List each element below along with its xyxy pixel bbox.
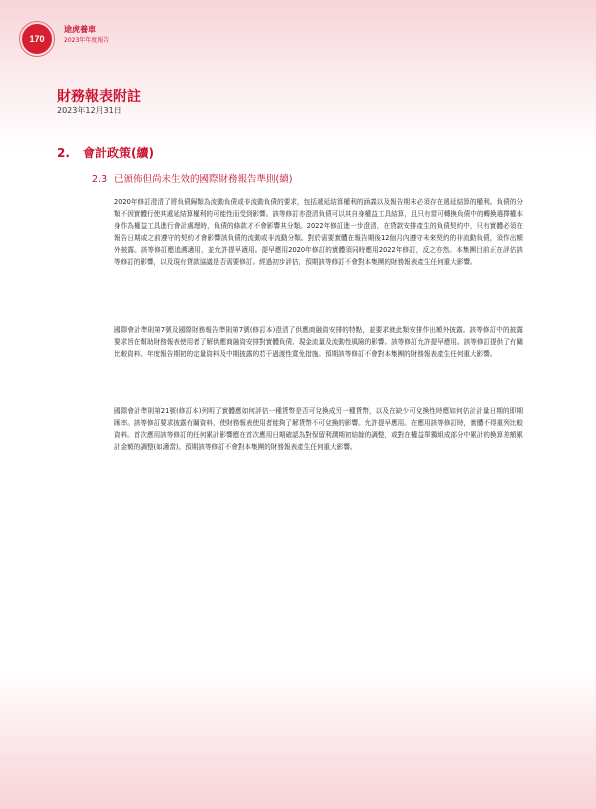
subheading-title: 已頒佈但尚未生效的國際財務報告準則(續) bbox=[114, 174, 293, 185]
subheading-number: 2.3 bbox=[92, 174, 108, 185]
report-name: 2023年年度報告 bbox=[64, 37, 110, 44]
heading-accounting-policies bbox=[57, 144, 154, 161]
page-number-badge bbox=[22, 24, 52, 54]
heading-number: 2. bbox=[57, 146, 70, 160]
paragraph-exchangeability: 國際會計準則第21號(修訂本)列明了實體應如何評估一種貨幣是否可兌換成另一種貨幣，以及在缺少可兌換性時應如何估計計量日期的即期匯率。該等修訂要求披露有關資料，使財務報表使用者能夠了解貨幣不可兌換的影響。允許提早應用。在應用該等修訂時，實體不得重列比較資料。首次應用該等修訂的任何累計影響應在首次應用日期確認為對保留利潤期初結餘的調整，或對在權益單獨組成部分中累計的換算差額累計金額的調整(如適當)。預期該等修訂不會對本集團的財務報表產生任何重大影響。 bbox=[114, 407, 523, 452]
section-title: 財務報表附註 bbox=[57, 89, 141, 105]
subheading-ifrs-not-effective bbox=[92, 171, 292, 185]
top-decorative-band bbox=[0, 0, 596, 150]
statement-date: 2023年12月31日 bbox=[57, 106, 122, 115]
paragraph-supplier-finance: 國際會計準則第7號及國際財務報告準則第7號(修訂本)澄清了供應商融資安排的特點，並要求就此類安排作出額外披露。該等修訂中的披露要求旨在幫助財務報表使用者了解供應商融資安排對實體負債、現金流量及流動性風險的影響。該等修訂允許提早應用。該等修訂提供了有關比較資料、年度報告期初的定量資料及中期披露的若干過渡性寬免措施。預期該等修訂不會對本集團的財務報表產生任何重大影響。 bbox=[114, 326, 523, 359]
bottom-decorative-band bbox=[0, 669, 596, 809]
heading-title: 會計政策(續) bbox=[83, 146, 154, 160]
company-name: 途虎養車 bbox=[64, 25, 96, 34]
paragraph-liability-classification: 2020年修訂澄清了將負債歸類為流動負債或非流動負債的要求，包括遞延結算權利的涵義以及報告期末必須存在遞延結算的權利。負債的分類不因實體行使其遞延結算權利的可能性而受到影響。該等修訂亦澄清負債可以其自身權益工具結算，且只有當可轉換負債中的轉換選擇權本身作為權益工具進行會計處理時，負債的條款才不會影響其分類。2022年修訂進一步澄清，在貸款安排產生的負債契約中，只有實體必須在報告日期或之前遵守的契約才會影響該負債的流動或非流動分類。對於需要實體在報告期後12個月內遵守未來契約的非流動負債，須作出額外披露。該等修訂應追溯適用，並允許提早適用。提早應用2020年修訂的實體須同時應用2022年修訂，反之亦然。本集團目前正在評估該等修訂的影響，以及現有貸款協議是否需要修訂。經過初步評估，預期該等修訂不會對本集團的財務報表產生任何重大影響。 bbox=[114, 198, 523, 267]
page-number: 170 bbox=[29, 34, 45, 44]
